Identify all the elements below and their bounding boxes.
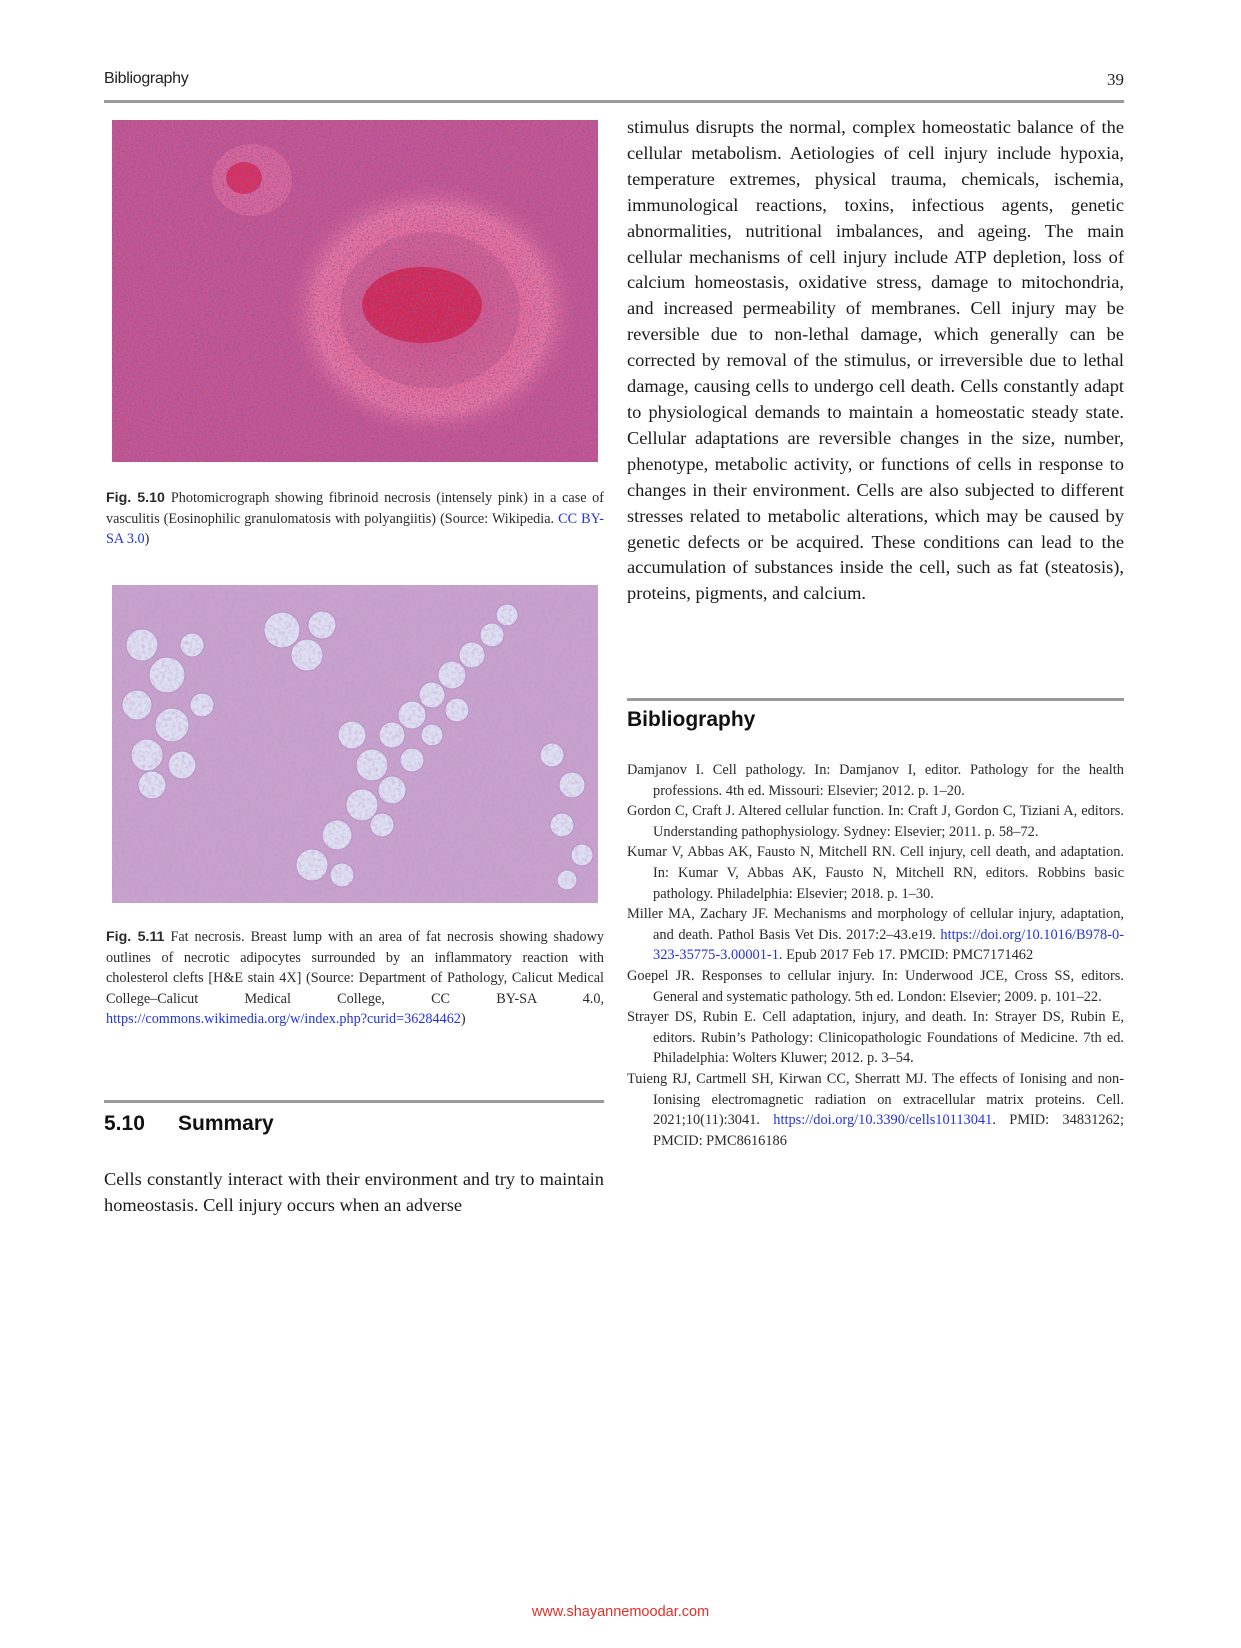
reference-text: Miller MA, Zachary JF. Mechanisms and morphology of cellular injury, adaptation, and death. Pathol Basis Vet Dis. 2017:2–43.e19. [627, 906, 1124, 943]
watermark-link[interactable]: www.shayannemoodar.com [531, 1604, 710, 1620]
reference-item [627, 904, 1124, 966]
reference-text: Damjanov I. Cell pathology. In: Damjanov I, editor. Pathology for the health professions. 4th ed. Missouri: Elsevier; 2012. p. 1–20. [627, 762, 1124, 799]
reference-text: Strayer DS, Rubin E. Cell adaptation, injury, and death. In: Strayer DS, Rubin E, editors. Rubin’s Pathology: Clinicopathologic Foundations of Medicine. 7th ed. Philadelphia: Wolters Kluwer; 2012. p. 3–54. [627, 1009, 1124, 1067]
section-number: 5.10 [104, 1112, 145, 1135]
reference-text: Gordon C, Craft J. Altered cellular function. In: Craft J, Gordon C, Tiziani A, editors. Understanding pathophysiology. Sydney: Elsevier; 2011. p. 58–72. [627, 803, 1124, 840]
page-number: 39 [1107, 70, 1124, 89]
reference-text-after: . PMID: 34831262; PMCID: PMC8616186 [653, 1112, 1124, 1149]
reference-list [627, 760, 1124, 1151]
header-rule [104, 100, 1124, 103]
reference-item [627, 1007, 1124, 1069]
figure-5-11-caption [106, 927, 604, 1030]
fibrinoid-necrosis-image [112, 120, 598, 462]
reference-item [627, 1069, 1124, 1151]
caption-end: ) [460, 1011, 466, 1028]
figure-5-10-photomicrograph [112, 120, 598, 462]
reference-item [627, 842, 1124, 904]
reference-item [627, 801, 1124, 842]
section-heading-summary [104, 1112, 274, 1136]
figure-5-11-photomicrograph [112, 585, 598, 903]
fat-necrosis-image [112, 585, 598, 903]
reference-text: Goepel JR. Responses to cellular injury. In: Underwood JCE, Cross SS, editors. General and systematic pathology. 5th ed. London: Elsevier; 2009. p. 101–22. [627, 967, 1124, 1005]
caption-end: ) [144, 531, 150, 548]
reference-text: Tuieng RJ, Cartmell SH, Kirwan CC, Sherratt MJ. The effects of Ionising and non-Ionising electromagnetic radiation on extracellular matrix proteins. Cell. 2021;10(11):3041. [627, 1070, 1124, 1129]
figure-label: Fig. 5.10 [106, 490, 165, 506]
source-link[interactable]: https://commons.wikimedia.org/w/index.php?curid=36284462 [106, 1011, 461, 1028]
section-heading-bibliography: Bibliography [627, 708, 756, 731]
reference-item [627, 966, 1124, 1007]
summary-paragraph-left: Cells constantly interact with their environment and try to maintain homeostasis. Cell injury occurs when an adverse [104, 1169, 604, 1215]
running-head-title: Bibliography [104, 70, 189, 87]
section-rule [104, 1100, 604, 1103]
section-rule [627, 698, 1124, 701]
caption-text: Fat necrosis. Breast lump with an area of fat necrosis showing shadowy outlines of necrotic adipocytes surrounded by an inflammatory reaction with cholesterol clefts [H&E stain 4X] (Source: Department of Pathology, Calicut Medical College–Calicut Medical College, CC BY-SA 4.0, [106, 929, 604, 1007]
reference-item [627, 760, 1124, 801]
summary-paragraph-right: stimulus disrupts the normal, complex homeostatic balance of the cellular metabolism. Aetiologies of cell injury include hypoxia, temperature extremes, physical trauma, chemicals, ischemia, immunological reactions, toxins, infectious agents, genetic abnormalities, nutritional imbalances, and ageing. The main cellular mechanisms of cell injury include ATP depletion, loss of calcium homeostasis, oxidative stress, damage to mitochondria, and increased permeability of membranes. Cell injury may be reversible due to non-lethal damage, which generally can be corrected by removal of the stimulus, or irreversible due to lethal damage, causing cells to undergo cell death. Cells constantly adapt to physiological demands to maintain a homeostatic steady state. Cellular adaptations are reversible changes in the size, number, phenotype, metabolic activity, or functions of cells in response to changes in their environment. Cells are also subjected to different stresses related to metabolic alterations, which may be caused by genetic defects or be acquired. These conditions can lead to the accumulation of substances inside the cell, such as fat (steatosis), proteins, pigments, and calcium. [627, 117, 1124, 604]
license-link[interactable]: CC BY-SA 3.0 [106, 510, 604, 548]
reference-text-after: . Epub 2017 Feb 17. PMCID: PMC7171462 [778, 947, 1034, 964]
figure-label: Fig. 5.11 [106, 929, 165, 945]
caption-text: Photomicrograph showing fibrinoid necrosis (intensely pink) in a case of vasculitis (Eosinophilic granulomatosis with polyangiitis) (Source: Wikipedia. [106, 490, 604, 527]
figure-5-10-caption [106, 488, 604, 550]
doi-link[interactable]: https://doi.org/10.1016/B978-0-323-35775-3.00001-1 [653, 926, 1124, 964]
doi-link[interactable]: https://doi.org/10.3390/cells10113041 [773, 1112, 993, 1129]
section-title: Summary [178, 1112, 274, 1135]
reference-text: Kumar V, Abbas AK, Fausto N, Mitchell RN. Cell injury, cell death, and adaptation. In: Kumar V, Abbas AK, Fausto N, Mitchell RN, editors. Robbins basic pathology. Philadelphia: Elsevier; 2018. p. 1–30. [627, 844, 1124, 902]
